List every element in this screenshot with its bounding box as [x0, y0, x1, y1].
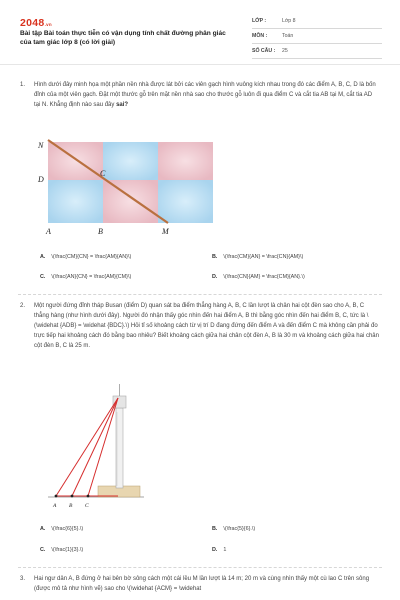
option-text: \(\frac{AN}{CN} = \frac{AM}{CM}\) [51, 274, 132, 280]
meta-table [252, 14, 382, 59]
option-a[interactable] [40, 526, 83, 532]
option-text: \(\frac{CN}{AM} = \frac{CM}{AN}.\) [223, 274, 305, 280]
option-key: D. [212, 547, 218, 553]
option-text: \(\frac{6}{5}.\) [51, 526, 84, 532]
meta-value: Toán [282, 33, 294, 39]
option-key: C. [40, 547, 46, 553]
question-text: Một người đứng đỉnh tháp Busan (điểm D) quan sát ba điểm thẳng hàng A, B, C lần lượt là chân hai cột đèn sao cho A, B, C thẳng hàng (như hình dưới đây). Người đó nhận thấy góc nhìn đến hai điểm A, B thì bằng góc nhìn đến hai điểm B, C, tức là \(\widehat {ADB} = \widehat {BDC}.\) Hỏi tỉ số khoảng cách từ vị trí D đang đứng đến điểm A và đến điểm C mà không cần phải đo trực tiếp hai khoảng cách đó bằng bao nhiêu? Biết khoảng cách giữa hai chân cột đèn A, B là 30 m và khoảng cách giữa hai chân cột đèn B, C là 25 m. [34, 303, 379, 349]
question-number: 2. [20, 303, 26, 309]
option-key: C. [40, 274, 46, 280]
tile [103, 142, 158, 180]
tile [103, 180, 158, 223]
tile [48, 180, 103, 223]
option-c[interactable] [40, 547, 83, 553]
option-text: \(\frac{5}{6}.\) [223, 526, 256, 532]
question-1 [20, 80, 382, 130]
label-M: M [162, 227, 169, 236]
point-a [55, 495, 58, 498]
option-text: \(\frac{CM}{CN} = \frac{AM}{AN}\) [51, 254, 132, 260]
busan-tower-figure [46, 382, 146, 510]
question-text: Hai ngư dân A, B đứng ở hai bên bờ sông cách một cái lều M lần lượt là 14 m; 20 m và cùng nhìn thấy một cù lao C trên sông (được mô tả như hình vẽ) sao cho \(\widehat {ACM} = \widehat [34, 576, 370, 592]
point-b [71, 495, 74, 498]
divider [18, 567, 382, 568]
option-a[interactable] [40, 254, 131, 260]
meta-value: 25 [282, 48, 288, 54]
tile [158, 142, 213, 180]
label-A: A [53, 503, 57, 509]
label-B: B [69, 503, 73, 509]
meta-label: MÔN : [252, 33, 268, 39]
option-key: B. [212, 254, 218, 260]
question-body: Hình dưới đây minh họa một phần nền nhà được lát bởi các viên gạch hình vuông kích nhau trong đó các điểm A, B, C, D là bốn đỉnh của một viên gạch. Đặt một thước gỗ trên mặt nền nhà sao cho thước gỗ luôn đi qua điểm C và cắt tia AB tại M, cắt tia AD tại N. Khẳng định nào sau đây [34, 82, 376, 108]
option-key: D. [212, 274, 218, 280]
meta-label: SỐ CÂU : [252, 48, 276, 54]
option-text: \(\frac{CM}{AN} = \frac{CN}{AM}\) [223, 254, 304, 260]
question-2 [20, 301, 382, 379]
question-number: 3. [20, 576, 26, 582]
sightline-c [88, 398, 118, 496]
question-number: 1. [20, 82, 26, 88]
option-key: A. [40, 526, 46, 532]
question-emphasis: sai? [116, 102, 129, 108]
label-C: C [85, 503, 89, 509]
meta-label: LỚP : [252, 18, 267, 24]
option-d[interactable] [212, 547, 226, 553]
option-b[interactable] [212, 526, 255, 532]
site-logo[interactable]: 2048.vn [20, 17, 52, 29]
meta-row-subject [252, 29, 382, 44]
question-text [34, 80, 380, 110]
label-N: N [38, 141, 44, 150]
label-A: A [46, 227, 51, 236]
label-B: B [98, 227, 103, 236]
option-key: A. [40, 254, 46, 260]
option-key: B. [212, 526, 218, 532]
option-b[interactable] [212, 254, 303, 260]
option-d[interactable] [212, 274, 305, 280]
tile-floor-figure [36, 136, 226, 238]
label-C: C [100, 169, 106, 178]
sightline-b [72, 398, 118, 496]
page-header [0, 0, 400, 65]
tile [158, 180, 213, 223]
meta-value: Lớp 8 [282, 18, 296, 24]
option-c[interactable] [40, 274, 131, 280]
label-D: D [38, 175, 44, 184]
sightline-a [56, 398, 118, 496]
option-text: 1 [223, 547, 227, 553]
meta-row-count [252, 44, 382, 59]
question-3 [20, 574, 382, 600]
point-c [87, 495, 90, 498]
option-text: \(\frac{1}{3}.\) [51, 547, 84, 553]
tile [48, 142, 103, 180]
page-title: Bài tập Bài toán thực tiễn có vận dụng tính chất đường phân giác của tam giác lớp 8 (có lời giải) [20, 30, 226, 46]
meta-row-class [252, 14, 382, 29]
divider [18, 294, 382, 295]
